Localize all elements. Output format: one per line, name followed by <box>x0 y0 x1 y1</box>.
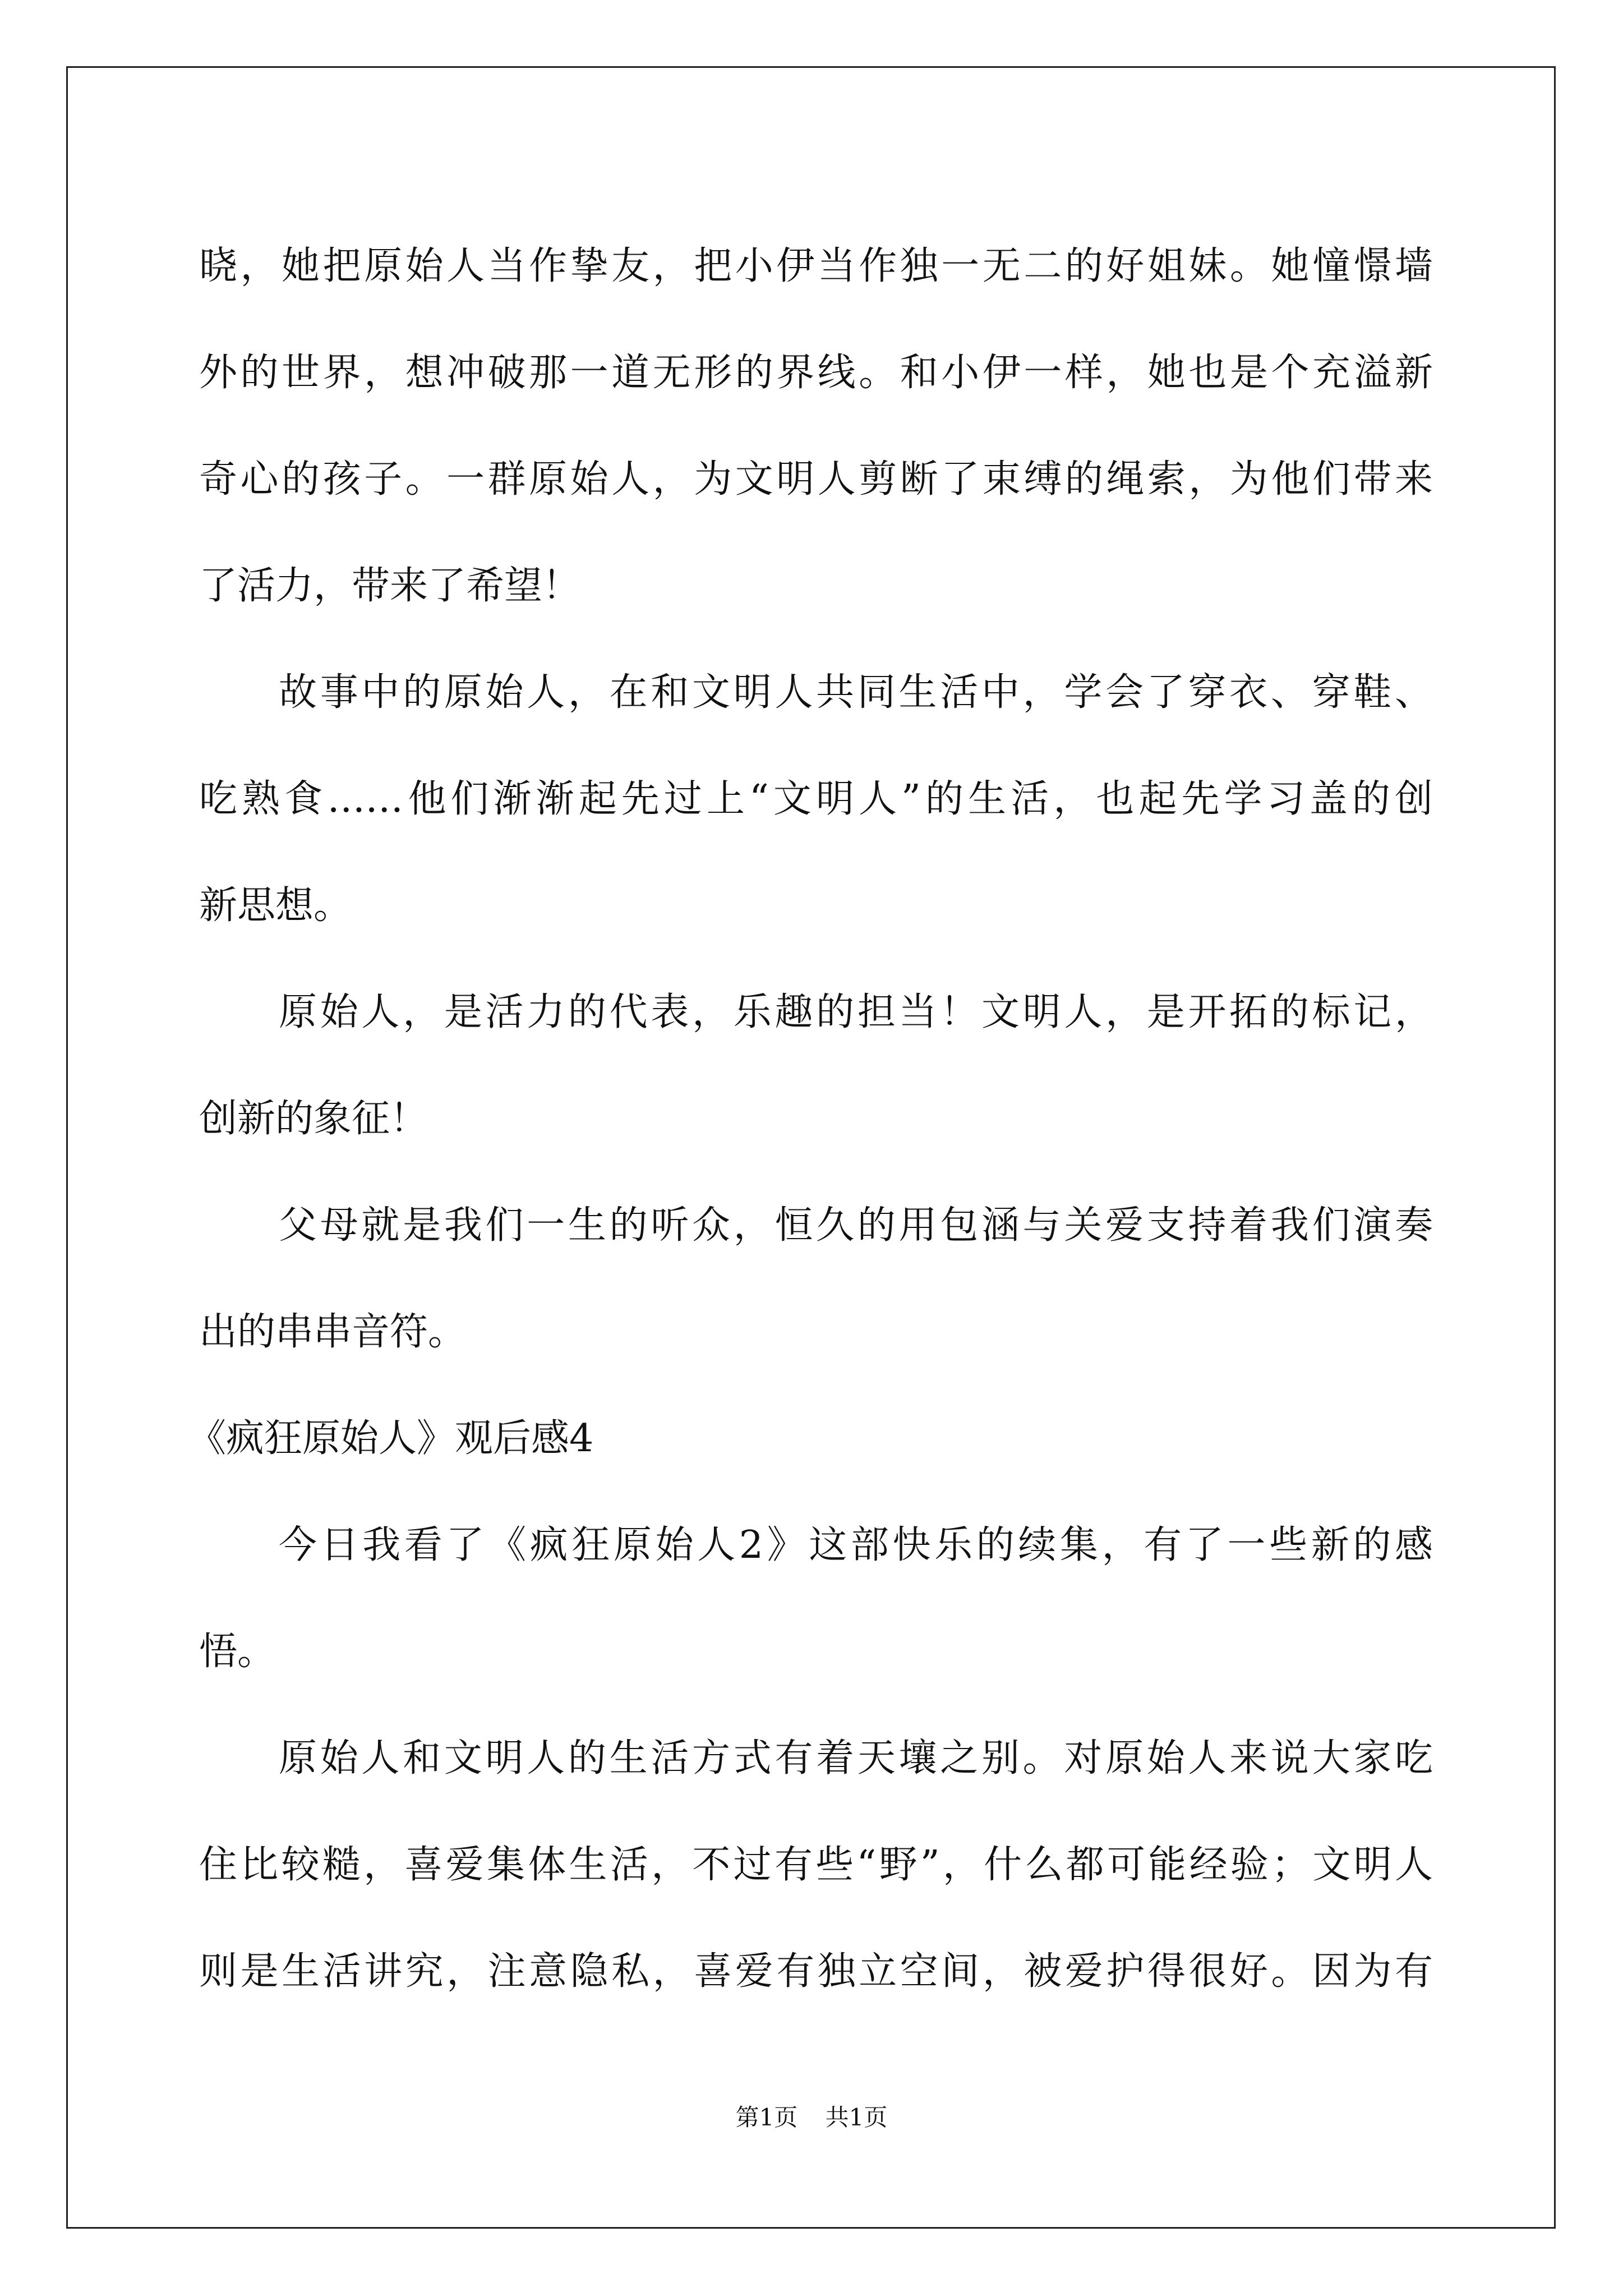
paragraph-line: 外的世界，想冲破那一道无形的界线。和小伊一样，她也是个充溢新 <box>199 351 1433 395</box>
paragraph-line: 了活力，带来了希望！ <box>199 564 581 608</box>
paragraph-line: 原始人，是活力的代表，乐趣的担当！文明人，是开拓的标记， <box>279 990 1433 1034</box>
paragraph-line: 今日我看了《疯狂原始人2》这部快乐的续集，有了一些新的感 <box>279 1523 1433 1567</box>
paragraph-line: 晓，她把原始人当作挚友，把小伊当作独一无二的好姐妹。她憧憬墙 <box>199 244 1433 288</box>
paragraph-line: 吃熟食……他们渐渐起先过上“文明人”的生活，也起先学习盖的创 <box>199 777 1433 821</box>
paragraph-line: 出的串串音符。 <box>199 1310 467 1354</box>
paragraph-line: 奇心的孩子。一群原始人，为文明人剪断了束缚的绳索，为他们带来 <box>199 457 1433 501</box>
document-body <box>188 213 1433 2025</box>
page-number: 第1页 <box>735 2104 798 2131</box>
page-footer <box>0 2101 1623 2134</box>
paragraph-line: 悟。 <box>199 1630 276 1674</box>
paragraph-line: 住比较糙，喜爱集体生活，不过有些“野”，什么都可能经验；文明人 <box>199 1843 1433 1887</box>
paragraph-line: 父母就是我们一生的听众，恒久的用包涵与关爱支持着我们演奏 <box>279 1203 1433 1248</box>
paragraph-line: 故事中的原始人，在和文明人共同生活中，学会了穿衣、穿鞋、 <box>279 670 1433 715</box>
paragraph-line: 则是生活讲究，注意隐私，喜爱有独立空间，被爱护得很好。因为有 <box>199 1949 1433 1994</box>
paragraph-line: 原始人和文明人的生活方式有着天壤之别。对原始人来说大家吃 <box>279 1736 1433 1780</box>
paragraph-line: 创新的象征！ <box>199 1097 428 1141</box>
paragraph-line: 新思想。 <box>199 884 352 928</box>
page-total: 共1页 <box>825 2104 888 2131</box>
section-heading: 《疯狂原始人》观后感4 <box>188 1416 594 1461</box>
